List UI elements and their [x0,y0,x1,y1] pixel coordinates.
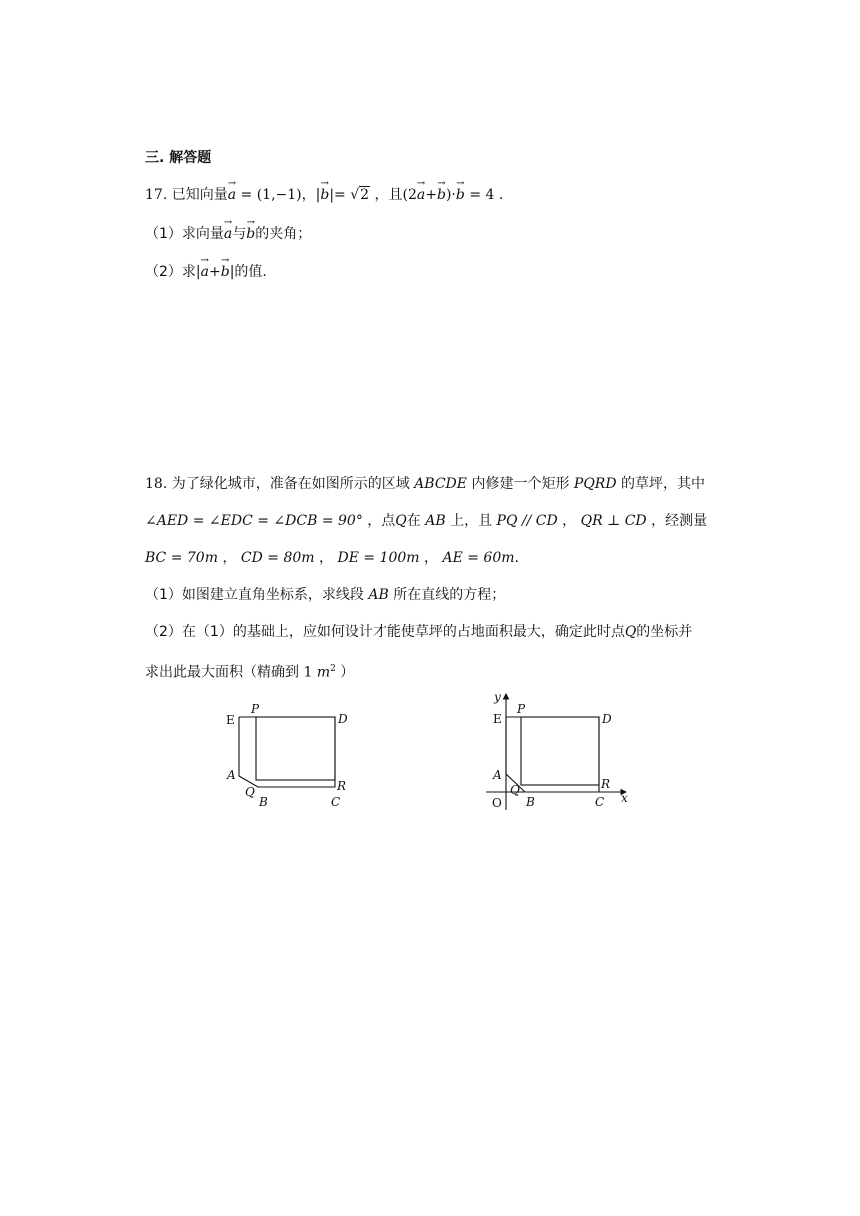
q18-part3-text: 求出此最大面积（精确到 [145,664,299,681]
fig2-label-y: y [494,690,501,704]
measure-ae: AE = 60m [442,550,515,566]
q18-measurements [145,548,519,568]
q17-part1-label: （1）求向量 [145,226,224,242]
angle-conditions: ∠AED = ∠EDC = ∠DCB = 90° [145,513,363,529]
fig1-label-a: A [227,768,236,782]
fig2-label-p: P [517,702,526,716]
measure-bc: BC = 70m [145,550,218,566]
fig2-label-r: R [601,777,611,791]
unit-m: m [316,664,331,681]
q18-statement-1 [145,474,705,494]
rect-pqrd [256,717,335,780]
q18-part2-cont [145,659,354,683]
region-outline-2 [506,717,599,792]
sqrt-argument: 2 [360,187,370,203]
q17-part2-plus: + [208,264,221,280]
figure-coordinate [480,688,636,814]
fig2-label-o: O [492,796,502,810]
q18-part3-end: ） [340,664,355,681]
point-q: Q [395,513,407,529]
comma-1: ， [222,550,237,566]
vector-a: → a [228,185,236,205]
measure-cd: CD = 80m [240,550,315,566]
q18-part2-end: 的坐标并 [636,624,693,640]
vector-a-2: → a [417,185,425,205]
q17-part2-label: （2）求| [145,264,201,280]
rect-label: PQRD [573,476,617,492]
q18-part1 [145,585,505,605]
q17-text-2: ，且 [374,187,403,203]
fig2-label-d: D [602,712,612,726]
q18-text-5: 在 [406,513,421,529]
segment-ab: AB [425,513,446,529]
unit-number: 1 [303,664,313,681]
q18-part1-end: 所在直线的方程； [393,587,506,603]
fig2-label-q: Q [510,783,520,797]
unit-exponent: 2 [330,664,336,674]
vector-b-2: → b [437,185,446,205]
expr-open: (2 [402,187,417,203]
fig2-label-x: x [621,791,628,805]
fig1-label-c: C [331,795,341,809]
pq-parallel-cd: PQ // CD [496,513,558,529]
q18-part2 [145,622,692,642]
fig2-label-a: A [493,768,502,782]
expr-eq-4: = 4 . [469,187,504,203]
q17-part2 [145,262,267,282]
q18-part2-q: Q [624,624,637,640]
fig1-label-e: E [226,713,235,727]
period: . [514,550,519,566]
q18-text-3: 的草坪，其中 [621,476,706,492]
sqrt-expression: √2 [350,187,370,203]
q18-text-6: 上，且 [450,513,493,529]
comma-2: ， [319,550,334,566]
q18-part1-text: （1）如图建立直角坐标系，求线段 [145,587,364,603]
fig2-label-e: E [493,712,502,726]
q17-part2-end: |的值. [229,264,267,280]
fig1-label-r: R [337,779,347,793]
q18-number: 18. [145,476,168,492]
q18-text-7: ， [562,513,577,529]
fig1-label-p: P [251,702,260,716]
q18-text-1: 为了绿化城市，准备在如图所示的区域 [171,476,410,492]
expr-plus: + [425,187,437,203]
vector-b-3: → b [456,185,465,205]
fig2-label-c: C [595,795,605,809]
q17-number: 17. [145,187,168,203]
rect-pqrd-2 [521,717,599,785]
q17-part1 [145,224,311,244]
q18-text-8: ，经测量 [651,513,708,529]
q18-text-2: 内修建一个矩形 [471,476,570,492]
vector-b-4: → b [246,224,255,244]
fig1-label-b: B [259,795,268,809]
abs-b-eq: |= [329,187,346,203]
q18-text-4: ，点 [367,513,396,529]
vector-a-3: → a [224,224,232,244]
measure-de: DE = 100m [337,550,420,566]
q17-sep: ，| [301,187,321,203]
vector-a-4: → a [201,262,209,282]
comma-3: ， [424,550,438,566]
q17-part1-and: 与 [232,226,247,242]
expr-close: )· [445,187,456,203]
q17-part1-end: 的夹角； [255,226,312,242]
q17-text-1: 已知向量 [171,187,228,203]
fig2-label-b: B [526,795,535,809]
q18-part2-text: （2）在（1）的基础上，应如何设计才能使草坪的占地面积最大，确定此时点 [145,624,625,640]
fig1-label-q: Q [245,785,255,799]
q17-statement [145,185,503,205]
vector-b: → b [320,185,329,205]
vector-b-5: → b [221,262,230,282]
vector-a-value: = (1,−1) [240,187,302,203]
q18-part1-ab: AB [368,587,389,603]
region-label: ABCDE [414,476,467,492]
qr-perp-cd: QR ⊥ CD [580,513,647,529]
q18-statement-2 [145,511,707,531]
fig1-label-d: D [338,712,348,726]
figure-region [222,700,352,812]
region-outline [239,717,335,787]
section-heading: 三. 解答题 [145,150,212,166]
